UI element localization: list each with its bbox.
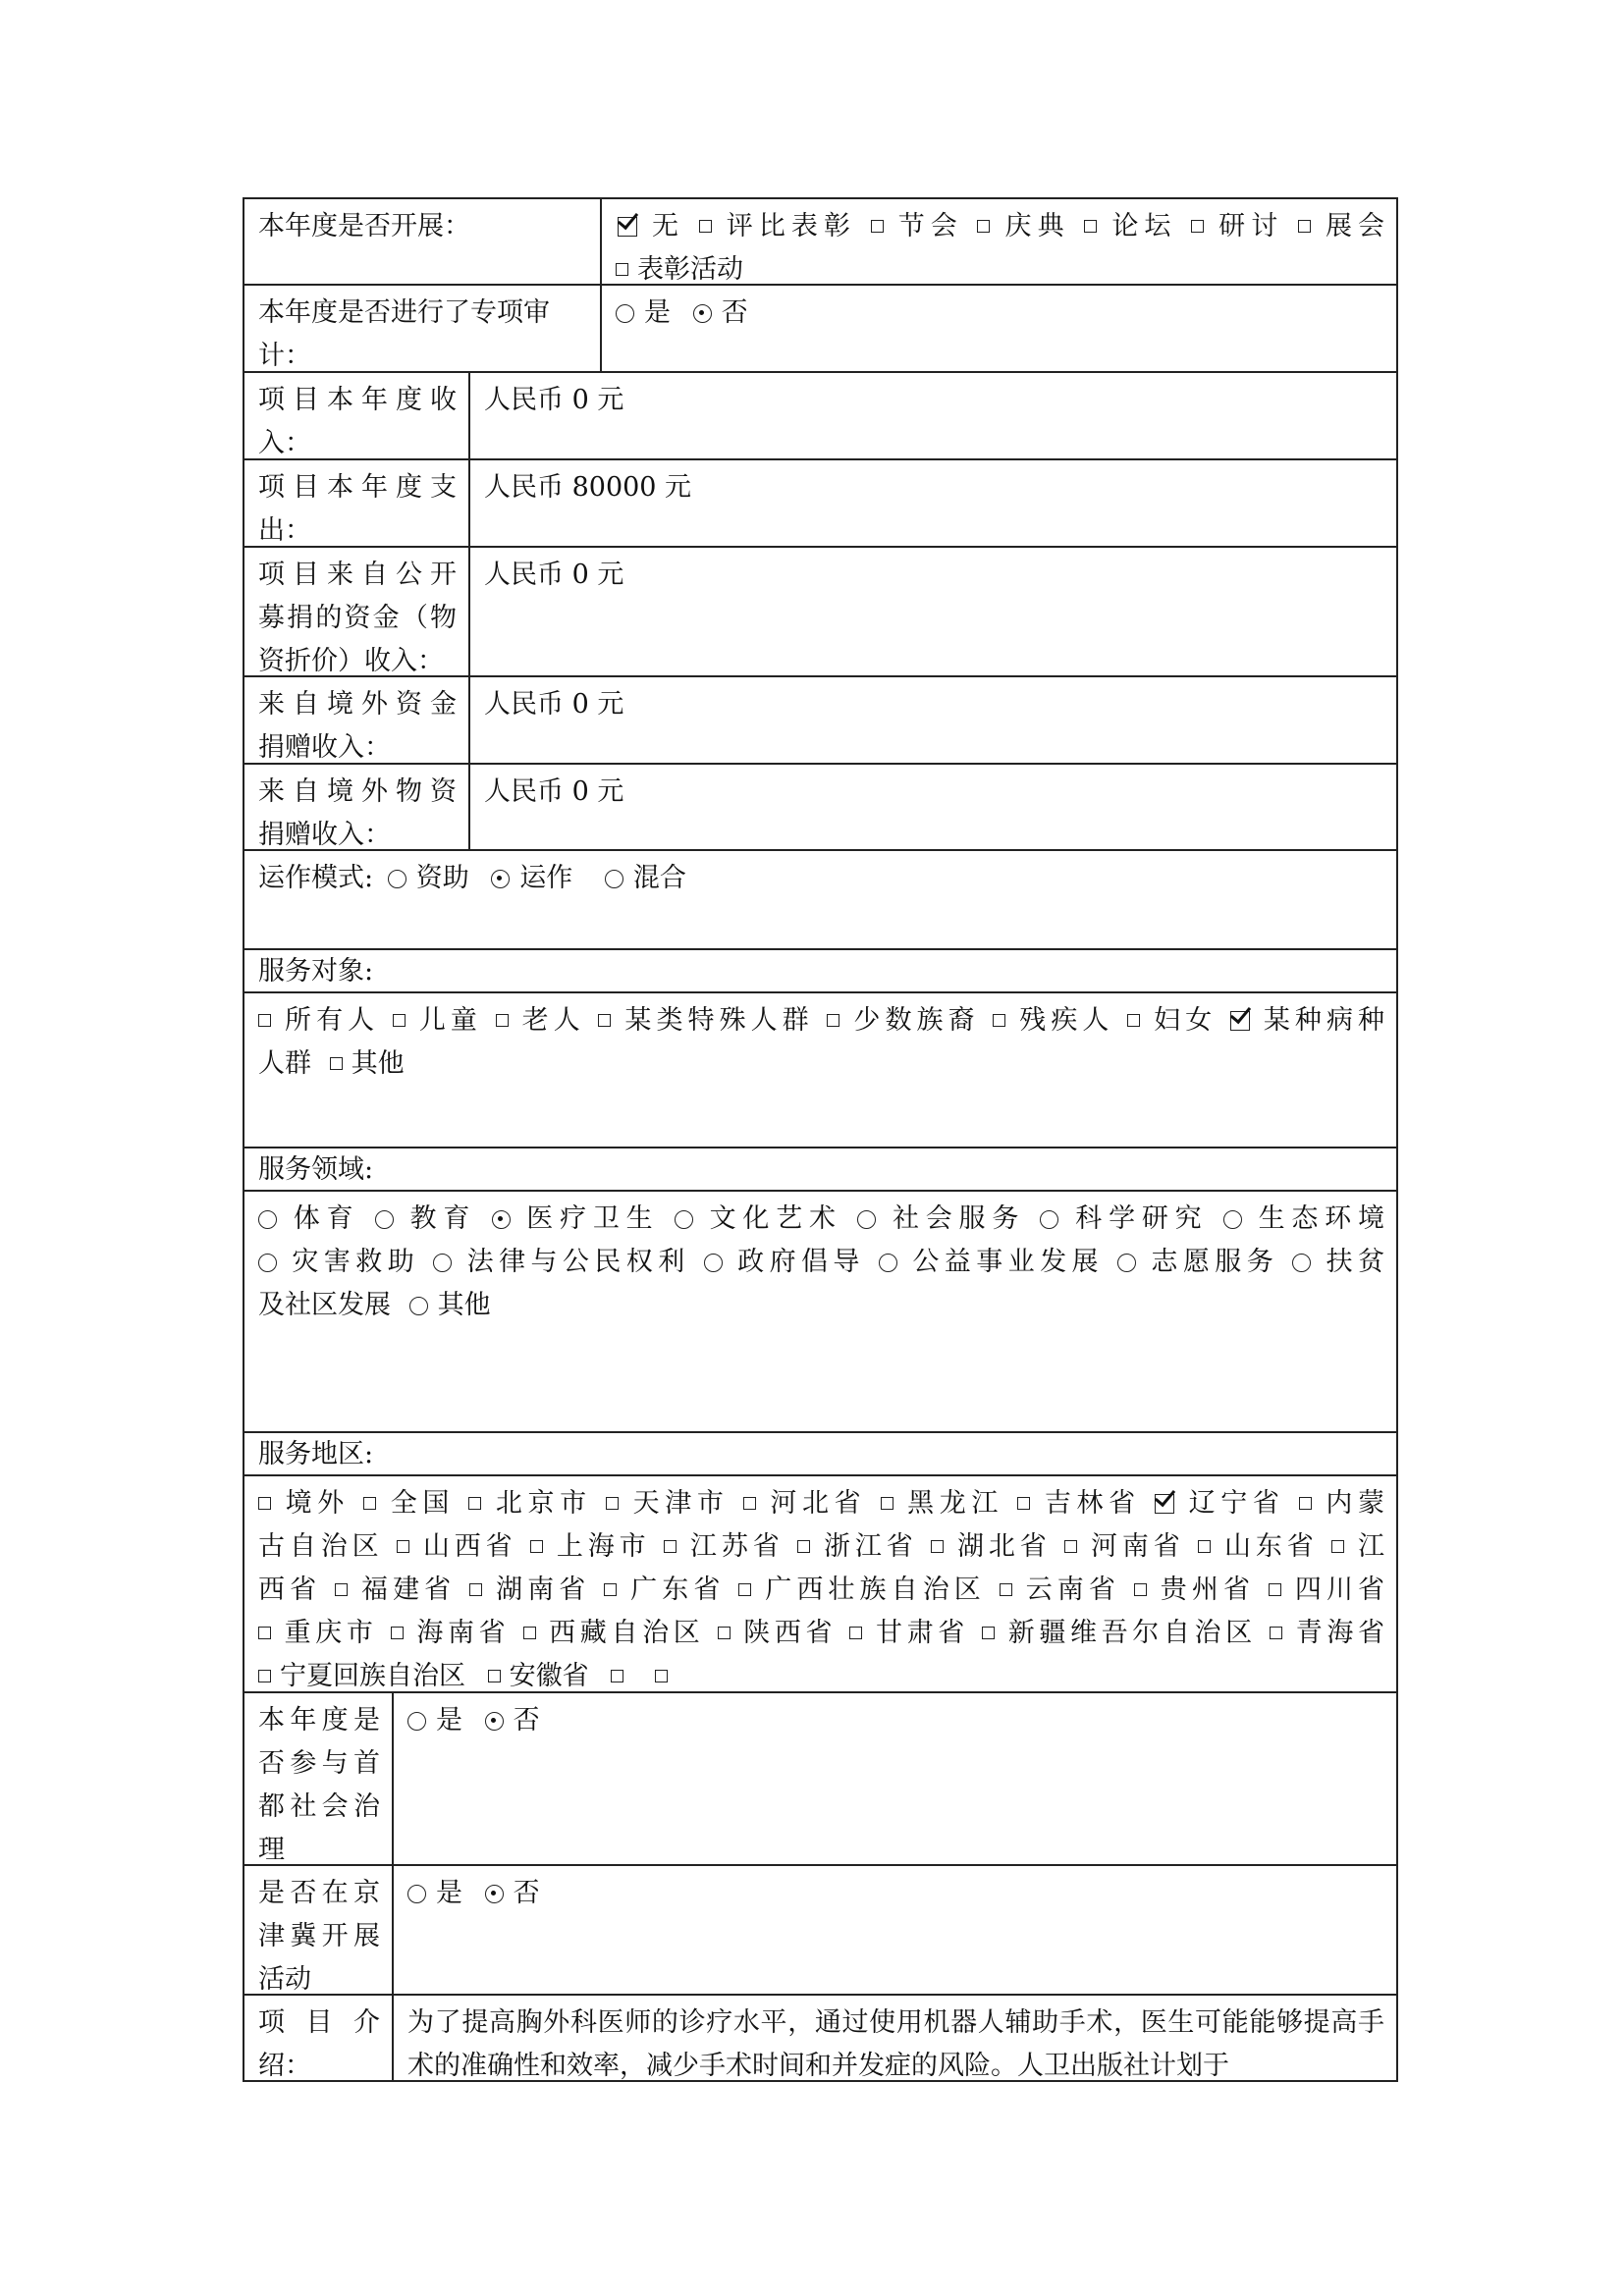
- jingjinji-row: [243, 1866, 1398, 1996]
- radio-selected-icon[interactable]: [693, 304, 712, 323]
- radio-icon[interactable]: [1040, 1210, 1058, 1229]
- checkbox-icon[interactable]: [258, 1014, 271, 1027]
- checkbox-checked-icon[interactable]: [1230, 1011, 1250, 1031]
- finance-label: 来自境外资金 捐赠收入：: [258, 689, 457, 763]
- field-option[interactable]: 志愿服务: [1117, 1247, 1278, 1277]
- checkbox-icon[interactable]: [1191, 220, 1204, 233]
- radio-icon[interactable]: [1292, 1254, 1311, 1272]
- checkbox-icon[interactable]: [397, 1540, 409, 1553]
- region-option[interactable]: 青海省: [1270, 1618, 1384, 1648]
- region-option[interactable]: 河北省: [743, 1488, 867, 1519]
- checkbox-icon[interactable]: [604, 1583, 617, 1596]
- region-list: [244, 1476, 1396, 1698]
- region-option[interactable]: 江: [1331, 1531, 1384, 1562]
- service-targets-header: [243, 950, 1398, 993]
- target-option-continued: 人群: [258, 1048, 311, 1079]
- capital-governance-label: 本年度是 否参与首 都社会治 理: [258, 1705, 380, 1864]
- region-option[interactable]: 山西省: [397, 1531, 517, 1562]
- checkbox-icon[interactable]: [871, 220, 884, 233]
- activities-option-seminar[interactable]: 研讨: [1191, 211, 1283, 241]
- radio-icon[interactable]: [388, 870, 406, 888]
- service-regions-options: [243, 1476, 1398, 1693]
- project-intro-text: 为了提高胸外科医师的诊疗水平，通过使用机器人辅助手术，医生可能能够提高手术的准确性和效率，减少手术时间和并发症的风险。人卫出版社计划于: [392, 1996, 1396, 2080]
- field-option[interactable]: 教育: [375, 1203, 476, 1234]
- audit-yes[interactable]: 是: [616, 292, 671, 335]
- field-option[interactable]: 公益事业发展: [879, 1247, 1104, 1277]
- service-regions-header: [243, 1433, 1398, 1476]
- region-option[interactable]: 天津市: [606, 1488, 730, 1519]
- operation-mode-operating[interactable]: 运作: [491, 857, 572, 900]
- checkbox-icon[interactable]: [1134, 1583, 1147, 1596]
- finance-label: 项目来自公开 募捐的资金（物 资折价）收入：: [258, 560, 457, 675]
- activities-option-festival[interactable]: 节会: [871, 211, 963, 241]
- radio-icon[interactable]: [258, 1210, 277, 1229]
- checkbox-icon[interactable]: [335, 1583, 348, 1596]
- checkbox-icon[interactable]: [1298, 220, 1311, 233]
- field-option[interactable]: 科学研究: [1040, 1203, 1208, 1234]
- checkbox-icon[interactable]: [258, 1627, 271, 1639]
- region-option[interactable]: 云南省: [1000, 1575, 1120, 1605]
- region-line: [258, 1612, 1384, 1655]
- region-option[interactable]: 黑龙江: [881, 1488, 1004, 1519]
- checkbox-icon[interactable]: [258, 1497, 271, 1510]
- region-option[interactable]: 重庆市: [258, 1618, 378, 1648]
- region-option[interactable]: 辽宁省: [1155, 1488, 1285, 1519]
- field-option-continued: 及社区发展: [258, 1290, 391, 1320]
- region-option-continued: 西省: [258, 1575, 322, 1605]
- region-option[interactable]: 贵州省: [1134, 1575, 1255, 1605]
- capital-governance-options: [392, 1693, 1396, 1864]
- radio-selected-icon[interactable]: [491, 870, 510, 888]
- service-fields-options: [243, 1192, 1398, 1433]
- finance-label: 项目本年度收 入：: [258, 385, 457, 458]
- checkbox-icon[interactable]: [1017, 1497, 1030, 1510]
- report-form: [243, 197, 1398, 2082]
- region-option[interactable]: 新疆维吾尔自治区: [982, 1618, 1257, 1648]
- checkbox-icon[interactable]: [977, 220, 990, 233]
- checkbox-icon[interactable]: [1127, 1014, 1140, 1027]
- audit-row: [243, 286, 1398, 373]
- radio-icon[interactable]: [1223, 1210, 1242, 1229]
- radio-selected-icon[interactable]: [485, 1885, 504, 1903]
- jingjinji-options: [392, 1866, 1396, 1994]
- finance-value: 人民币 0 元: [468, 765, 1396, 849]
- checkbox-icon[interactable]: [1198, 1540, 1211, 1553]
- capital-governance-yes[interactable]: 是: [407, 1699, 462, 1742]
- region-option[interactable]: 北京市: [468, 1488, 592, 1519]
- region-option[interactable]: 江苏省: [664, 1531, 785, 1562]
- radio-selected-icon[interactable]: [492, 1210, 511, 1229]
- checkbox-icon[interactable]: [664, 1540, 677, 1553]
- target-option[interactable]: 老人: [496, 1005, 585, 1036]
- service-targets-label: 服务对象:: [258, 956, 374, 987]
- checkbox-icon[interactable]: [743, 1497, 756, 1510]
- checkbox-icon[interactable]: [616, 263, 628, 276]
- region-line: [258, 1655, 1384, 1698]
- region-line: [258, 1525, 1384, 1569]
- checkbox-icon[interactable]: [931, 1540, 944, 1553]
- activities-option-celebration[interactable]: 庆典: [977, 211, 1069, 241]
- service-fields-label: 服务领域:: [258, 1154, 374, 1185]
- checkbox-icon[interactable]: [523, 1627, 536, 1639]
- field-option[interactable]: 文化艺术: [675, 1203, 842, 1234]
- operation-mode: [244, 851, 1396, 900]
- jingjinji-yes[interactable]: 是: [407, 1872, 462, 1915]
- region-option-continued: 古自治区: [258, 1531, 384, 1562]
- checkbox-icon[interactable]: [1331, 1540, 1344, 1553]
- radio-icon[interactable]: [407, 1712, 426, 1731]
- checkbox-icon[interactable]: [1084, 220, 1097, 233]
- checkbox-icon[interactable]: [1000, 1583, 1012, 1596]
- region-option[interactable]: 浙江省: [797, 1531, 918, 1562]
- finance-value: 人民币 80000 元: [468, 460, 1396, 546]
- activities-option-exhibition[interactable]: 展会: [1298, 211, 1384, 241]
- finance-row: [243, 765, 1398, 851]
- region-line: [258, 1569, 1384, 1612]
- region-option[interactable]: 海南省: [391, 1618, 511, 1648]
- project-intro-row: [243, 1996, 1398, 2082]
- region-option[interactable]: 河南省: [1064, 1531, 1185, 1562]
- radio-icon[interactable]: [1117, 1254, 1136, 1272]
- region-option[interactable]: 吉林省: [1017, 1488, 1141, 1519]
- checkbox-icon[interactable]: [797, 1540, 810, 1553]
- region-option[interactable]: 四川省: [1269, 1575, 1384, 1605]
- region-option[interactable]: 全国: [363, 1488, 455, 1519]
- checkbox-icon[interactable]: [1064, 1540, 1077, 1553]
- region-option[interactable]: 安徽省: [488, 1661, 589, 1691]
- radio-icon[interactable]: [616, 304, 634, 323]
- radio-icon[interactable]: [675, 1210, 693, 1229]
- target-option[interactable]: 某类特殊人群: [598, 1005, 813, 1036]
- activities-option-forum[interactable]: 论坛: [1084, 211, 1176, 241]
- checkbox-icon[interactable]: [618, 217, 637, 237]
- region-option[interactable]: [611, 1661, 632, 1691]
- checkbox-icon[interactable]: [530, 1540, 543, 1553]
- finance-row: [243, 373, 1398, 460]
- jingjinji-no[interactable]: 否: [485, 1872, 540, 1915]
- audit-label: 本年度是否进行了专项审计：: [258, 297, 550, 371]
- capital-governance-row: [243, 1693, 1398, 1866]
- region-option[interactable]: [655, 1661, 677, 1691]
- service-regions-label: 服务地区:: [258, 1439, 374, 1469]
- target-option[interactable]: 儿童: [393, 1005, 482, 1036]
- checkbox-icon[interactable]: [468, 1497, 481, 1510]
- activities-options: [600, 199, 1396, 284]
- region-option[interactable]: 湖北省: [931, 1531, 1052, 1562]
- checkbox-icon[interactable]: [393, 1014, 406, 1027]
- checkbox-icon[interactable]: [611, 1670, 623, 1682]
- target-option[interactable]: 某种病种: [1230, 1005, 1384, 1036]
- checkbox-checked-icon[interactable]: [1155, 1494, 1174, 1514]
- finance-row: [243, 460, 1398, 548]
- region-option[interactable]: 上海市: [530, 1531, 651, 1562]
- target-option[interactable]: 残疾人: [993, 1005, 1113, 1036]
- target-option[interactable]: 少数族裔: [827, 1005, 979, 1036]
- field-option[interactable]: 灾害救助: [258, 1247, 419, 1277]
- capital-governance-no[interactable]: 否: [485, 1699, 540, 1742]
- region-option[interactable]: 甘肃省: [849, 1618, 969, 1648]
- region-line: [258, 1482, 1384, 1525]
- field-option[interactable]: 生态环境: [1223, 1203, 1384, 1234]
- checkbox-icon[interactable]: [258, 1670, 271, 1682]
- checkbox-icon[interactable]: [982, 1627, 995, 1639]
- checkbox-icon[interactable]: [1299, 1497, 1312, 1510]
- target-option[interactable]: 妇女: [1127, 1005, 1217, 1036]
- radio-icon[interactable]: [407, 1885, 426, 1903]
- radio-icon[interactable]: [375, 1210, 394, 1229]
- checkbox-icon[interactable]: [738, 1583, 751, 1596]
- project-intro-label: 项 目 介 绍：: [258, 2007, 380, 2080]
- activities-option-none[interactable]: 无: [618, 211, 684, 241]
- radio-icon[interactable]: [605, 870, 623, 888]
- checkbox-icon[interactable]: [1270, 1627, 1282, 1639]
- jingjinji-label: 是否在京 津冀开展 活动: [258, 1878, 380, 1994]
- field-option[interactable]: 其他: [409, 1290, 491, 1320]
- radio-selected-icon[interactable]: [485, 1712, 504, 1731]
- checkbox-icon[interactable]: [330, 1057, 343, 1070]
- finance-value: 人民币 0 元: [468, 548, 1396, 675]
- region-option[interactable]: 西藏自治区: [523, 1618, 705, 1648]
- radio-icon[interactable]: [409, 1297, 428, 1315]
- checkbox-icon[interactable]: [827, 1014, 839, 1027]
- field-option[interactable]: 政府倡导: [704, 1247, 865, 1277]
- activities-row: [243, 197, 1398, 286]
- region-option[interactable]: 内蒙: [1299, 1488, 1384, 1519]
- radio-icon[interactable]: [258, 1254, 277, 1272]
- checkbox-icon[interactable]: [598, 1014, 611, 1027]
- target-option[interactable]: 所有人: [258, 1005, 379, 1036]
- audit-no[interactable]: 否: [693, 292, 748, 335]
- radio-icon[interactable]: [879, 1254, 897, 1272]
- checkbox-icon[interactable]: [469, 1583, 482, 1596]
- region-option[interactable]: 境外: [258, 1488, 350, 1519]
- checkbox-icon[interactable]: [993, 1014, 1005, 1027]
- region-option[interactable]: 山东省: [1198, 1531, 1319, 1562]
- finance-label: 项目本年度支 出：: [258, 472, 457, 546]
- checkbox-icon[interactable]: [718, 1627, 731, 1639]
- checkbox-icon[interactable]: [655, 1670, 668, 1682]
- audit-options: [600, 286, 1396, 371]
- region-option[interactable]: 广西壮族自治区: [738, 1575, 986, 1605]
- region-option[interactable]: 陕西省: [718, 1618, 838, 1648]
- target-option[interactable]: 其他: [330, 1048, 405, 1079]
- radio-icon[interactable]: [857, 1210, 876, 1229]
- operation-mode-funding[interactable]: 资助: [388, 857, 469, 900]
- field-option[interactable]: 法律与公民权利: [433, 1247, 689, 1277]
- checkbox-icon[interactable]: [881, 1497, 893, 1510]
- region-option[interactable]: 福建省: [335, 1575, 456, 1605]
- operation-mode-label: 运作模式:: [258, 863, 374, 893]
- region-option[interactable]: 宁夏回族自治区: [258, 1661, 465, 1691]
- service-fields-header: [243, 1148, 1398, 1192]
- checkbox-icon[interactable]: [391, 1627, 404, 1639]
- operation-mode-mixed[interactable]: 混合: [605, 857, 686, 900]
- field-option[interactable]: 体育: [258, 1203, 359, 1234]
- field-option[interactable]: 社会服务: [857, 1203, 1025, 1234]
- checkbox-icon[interactable]: [606, 1497, 619, 1510]
- checkbox-icon[interactable]: [849, 1627, 862, 1639]
- checkbox-icon[interactable]: [699, 220, 712, 233]
- finance-row: [243, 548, 1398, 677]
- activities-option-award[interactable]: 评比表彰: [699, 211, 856, 241]
- radio-icon[interactable]: [704, 1254, 723, 1272]
- service-targets-options: [243, 993, 1398, 1148]
- region-option[interactable]: 广东省: [604, 1575, 725, 1605]
- finance-row: [243, 677, 1398, 765]
- finance-label: 来自境外物资 捐赠收入：: [258, 776, 457, 849]
- checkbox-icon[interactable]: [1269, 1583, 1281, 1596]
- activities-option-commendation[interactable]: 表彰活动: [616, 254, 743, 284]
- radio-icon[interactable]: [433, 1254, 452, 1272]
- field-option[interactable]: 扶贫: [1292, 1247, 1384, 1277]
- field-option[interactable]: 医疗卫生: [492, 1203, 660, 1234]
- region-option[interactable]: 湖南省: [469, 1575, 590, 1605]
- finance-value: 人民币 0 元: [468, 373, 1396, 458]
- operation-mode-row: [243, 851, 1398, 950]
- checkbox-icon[interactable]: [363, 1497, 376, 1510]
- checkbox-icon[interactable]: [496, 1014, 509, 1027]
- checkbox-icon[interactable]: [488, 1670, 501, 1682]
- activities-label: 本年度是否开展：: [258, 211, 470, 241]
- finance-value: 人民币 0 元: [468, 677, 1396, 763]
